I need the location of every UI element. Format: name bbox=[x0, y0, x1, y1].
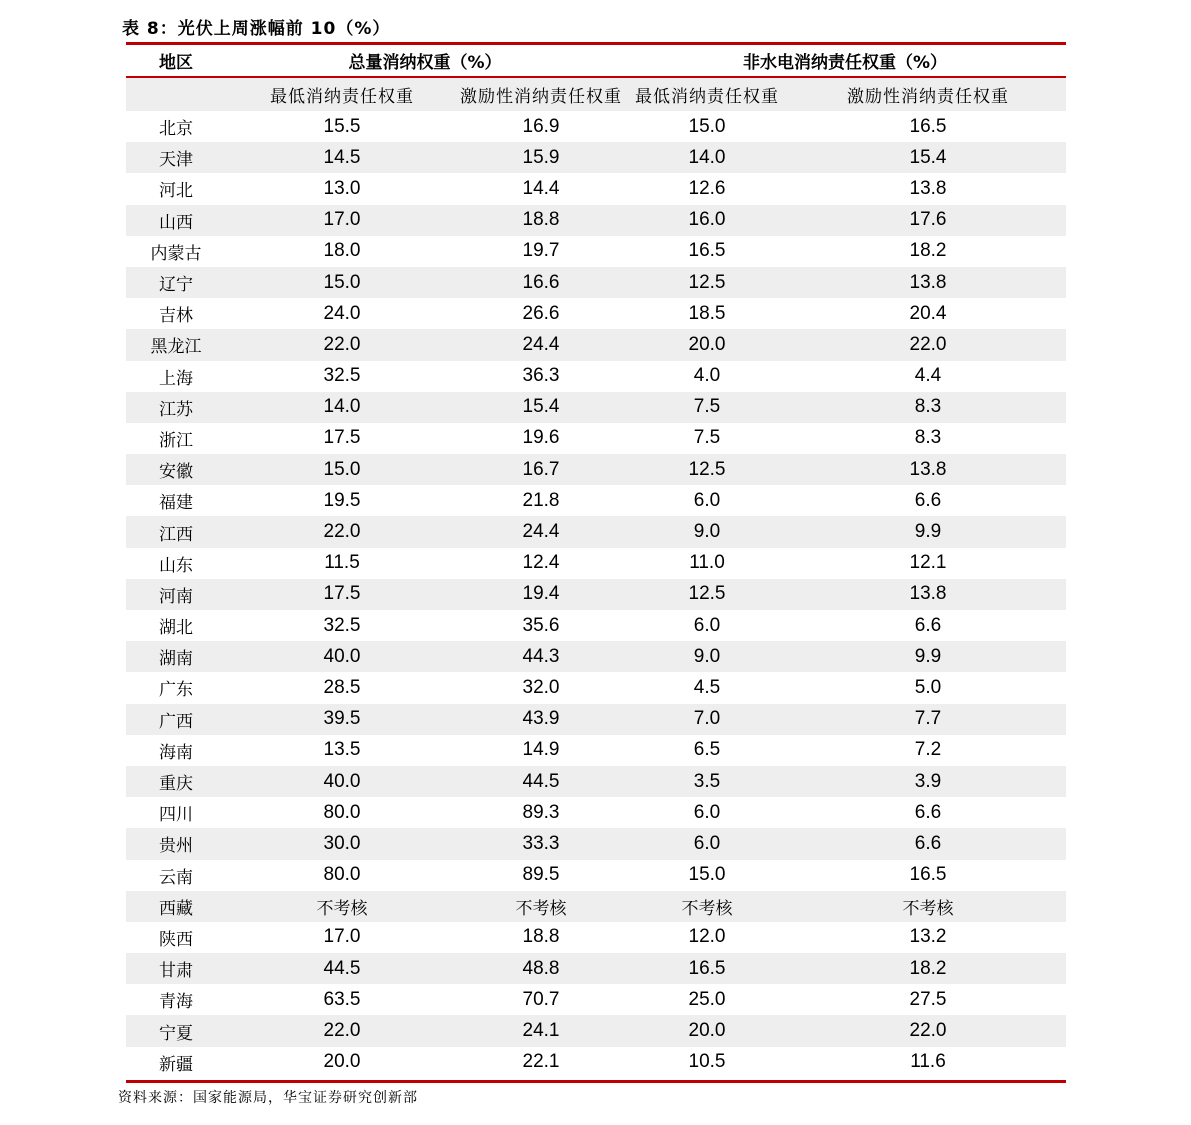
value-cell: 12.5 bbox=[688, 271, 726, 293]
region-cell: 福建 bbox=[159, 493, 193, 514]
header-sub-1: 最低消纳责任权重 bbox=[270, 87, 414, 107]
value-cell: 12.5 bbox=[688, 458, 726, 480]
table-row bbox=[126, 610, 1066, 641]
table-body bbox=[126, 111, 1066, 1078]
value-cell: 13.5 bbox=[323, 739, 361, 761]
table-row bbox=[126, 173, 1066, 204]
value-cell: 24.1 bbox=[522, 1020, 560, 1042]
region-cell: 江苏 bbox=[159, 399, 193, 420]
table-row bbox=[126, 454, 1066, 485]
value-cell: 33.3 bbox=[522, 832, 560, 854]
region-cell: 青海 bbox=[159, 992, 193, 1013]
table-row bbox=[126, 984, 1066, 1015]
region-cell: 四川 bbox=[159, 805, 193, 826]
value-cell: 9.9 bbox=[914, 521, 942, 543]
value-cell: 12.6 bbox=[688, 177, 726, 199]
value-cell: 22.0 bbox=[323, 1020, 361, 1042]
value-cell: 43.9 bbox=[522, 708, 560, 730]
value-cell: 18.8 bbox=[522, 926, 560, 948]
table-row bbox=[126, 922, 1066, 953]
value-cell: 10.5 bbox=[688, 1051, 726, 1073]
header-sub-3: 最低消纳责任权重 bbox=[635, 87, 779, 107]
region-cell: 江西 bbox=[159, 524, 193, 545]
value-cell: 16.5 bbox=[688, 240, 726, 262]
value-cell: 7.2 bbox=[914, 739, 942, 761]
value-cell: 70.7 bbox=[522, 988, 560, 1010]
value-cell: 6.0 bbox=[693, 832, 721, 854]
header-row-1 bbox=[126, 45, 1066, 76]
value-cell: 16.7 bbox=[522, 458, 560, 480]
value-cell: 19.6 bbox=[522, 427, 560, 449]
data-table bbox=[126, 42, 1066, 1083]
value-cell: 15.0 bbox=[688, 115, 726, 137]
value-cell: 6.6 bbox=[914, 801, 942, 823]
value-cell: 36.3 bbox=[522, 365, 560, 387]
value-cell: 20.0 bbox=[688, 1020, 726, 1042]
value-cell: 22.0 bbox=[323, 333, 361, 355]
table-row bbox=[126, 1015, 1066, 1046]
value-cell: 24.4 bbox=[522, 521, 560, 543]
value-cell: 40.0 bbox=[323, 645, 361, 667]
region-cell: 河南 bbox=[159, 586, 193, 607]
table-row bbox=[126, 485, 1066, 516]
value-cell: 不考核 bbox=[316, 898, 368, 919]
region-cell: 吉林 bbox=[159, 306, 193, 327]
value-cell: 5.0 bbox=[914, 676, 942, 698]
value-cell: 20.0 bbox=[323, 1051, 361, 1073]
value-cell: 18.2 bbox=[909, 240, 947, 262]
region-cell: 黑龙江 bbox=[150, 337, 202, 358]
value-cell: 25.0 bbox=[688, 988, 726, 1010]
source-note: 资料来源：国家能源局，华宝证券研究创新部 bbox=[118, 1090, 418, 1106]
value-cell: 4.5 bbox=[693, 676, 721, 698]
value-cell: 15.4 bbox=[909, 146, 947, 168]
value-cell: 17.0 bbox=[323, 926, 361, 948]
value-cell: 15.0 bbox=[688, 864, 726, 886]
value-cell: 15.0 bbox=[323, 458, 361, 480]
value-cell: 16.0 bbox=[688, 209, 726, 231]
value-cell: 15.0 bbox=[323, 271, 361, 293]
value-cell: 20.4 bbox=[909, 302, 947, 324]
value-cell: 8.3 bbox=[914, 427, 942, 449]
table-row bbox=[126, 641, 1066, 672]
value-cell: 3.5 bbox=[693, 770, 721, 792]
value-cell: 19.4 bbox=[522, 583, 560, 605]
value-cell: 14.9 bbox=[522, 739, 560, 761]
region-cell: 宁夏 bbox=[159, 1023, 193, 1044]
value-cell: 80.0 bbox=[323, 864, 361, 886]
value-cell: 28.5 bbox=[323, 676, 361, 698]
region-cell: 山西 bbox=[159, 212, 193, 233]
value-cell: 6.5 bbox=[693, 739, 721, 761]
table-row bbox=[126, 361, 1066, 392]
table-row bbox=[126, 860, 1066, 891]
value-cell: 32.5 bbox=[323, 365, 361, 387]
value-cell: 80.0 bbox=[323, 801, 361, 823]
value-cell: 4.4 bbox=[914, 365, 942, 387]
value-cell: 16.5 bbox=[909, 115, 947, 137]
value-cell: 15.5 bbox=[323, 115, 361, 137]
value-cell: 12.0 bbox=[688, 926, 726, 948]
table-row bbox=[126, 548, 1066, 579]
value-cell: 9.0 bbox=[693, 645, 721, 667]
value-cell: 22.0 bbox=[909, 333, 947, 355]
value-cell: 22.0 bbox=[909, 1020, 947, 1042]
table-row bbox=[126, 953, 1066, 984]
value-cell: 18.8 bbox=[522, 209, 560, 231]
value-cell: 6.0 bbox=[693, 489, 721, 511]
table-row bbox=[126, 298, 1066, 329]
value-cell: 35.6 bbox=[522, 614, 560, 636]
header-sub-4: 激励性消纳责任权重 bbox=[847, 87, 1009, 107]
value-cell: 14.0 bbox=[323, 396, 361, 418]
header-row-2 bbox=[126, 78, 1066, 111]
table-row bbox=[126, 111, 1066, 142]
value-cell: 16.5 bbox=[688, 957, 726, 979]
value-cell: 32.0 bbox=[522, 676, 560, 698]
value-cell: 89.3 bbox=[522, 801, 560, 823]
table-row bbox=[126, 329, 1066, 360]
table-row bbox=[126, 267, 1066, 298]
value-cell: 13.8 bbox=[909, 271, 947, 293]
table-row bbox=[126, 672, 1066, 703]
value-cell: 6.6 bbox=[914, 832, 942, 854]
value-cell: 13.2 bbox=[909, 926, 947, 948]
region-cell: 贵州 bbox=[159, 836, 193, 857]
table-row bbox=[126, 579, 1066, 610]
value-cell: 16.6 bbox=[522, 271, 560, 293]
value-cell: 32.5 bbox=[323, 614, 361, 636]
region-cell: 广西 bbox=[159, 711, 193, 732]
header-group-total: 总量消纳权重（%） bbox=[348, 53, 502, 73]
value-cell: 6.0 bbox=[693, 801, 721, 823]
value-cell: 7.0 bbox=[693, 708, 721, 730]
value-cell: 17.5 bbox=[323, 583, 361, 605]
table-row bbox=[126, 1047, 1066, 1078]
value-cell: 27.5 bbox=[909, 988, 947, 1010]
value-cell: 6.0 bbox=[693, 614, 721, 636]
region-cell: 河北 bbox=[159, 181, 193, 202]
value-cell: 18.0 bbox=[323, 240, 361, 262]
value-cell: 18.2 bbox=[909, 957, 947, 979]
value-cell: 13.8 bbox=[909, 177, 947, 199]
value-cell: 18.5 bbox=[688, 302, 726, 324]
value-cell: 89.5 bbox=[522, 864, 560, 886]
value-cell: 40.0 bbox=[323, 770, 361, 792]
region-cell: 甘肃 bbox=[159, 961, 193, 982]
region-cell: 陕西 bbox=[159, 929, 193, 950]
region-cell: 内蒙古 bbox=[150, 243, 202, 264]
region-cell: 新疆 bbox=[159, 1054, 193, 1075]
region-cell: 湖北 bbox=[159, 618, 193, 639]
region-cell: 北京 bbox=[159, 119, 193, 140]
region-cell: 山东 bbox=[159, 555, 193, 576]
value-cell: 24.4 bbox=[522, 333, 560, 355]
value-cell: 不考核 bbox=[681, 898, 733, 919]
value-cell: 12.5 bbox=[688, 583, 726, 605]
value-cell: 19.5 bbox=[323, 489, 361, 511]
region-cell: 云南 bbox=[159, 867, 193, 888]
table-row bbox=[126, 392, 1066, 423]
value-cell: 63.5 bbox=[323, 988, 361, 1010]
table-title: 表 8：光伏上周涨幅前 10（%） bbox=[122, 19, 391, 39]
value-cell: 6.6 bbox=[914, 489, 942, 511]
value-cell: 7.5 bbox=[693, 396, 721, 418]
region-cell: 天津 bbox=[159, 150, 193, 171]
value-cell: 13.8 bbox=[909, 458, 947, 480]
value-cell: 39.5 bbox=[323, 708, 361, 730]
value-cell: 不考核 bbox=[902, 898, 954, 919]
value-cell: 9.0 bbox=[693, 521, 721, 543]
value-cell: 4.0 bbox=[693, 365, 721, 387]
value-cell: 13.8 bbox=[909, 583, 947, 605]
table-row bbox=[126, 236, 1066, 267]
table-row bbox=[126, 735, 1066, 766]
region-cell: 上海 bbox=[159, 368, 193, 389]
region-cell: 海南 bbox=[159, 742, 193, 763]
value-cell: 16.9 bbox=[522, 115, 560, 137]
value-cell: 20.0 bbox=[688, 333, 726, 355]
value-cell: 24.0 bbox=[323, 302, 361, 324]
header-group-nonhydro: 非水电消纳责任权重（%） bbox=[742, 53, 948, 73]
value-cell: 15.4 bbox=[522, 396, 560, 418]
value-cell: 30.0 bbox=[323, 832, 361, 854]
value-cell: 8.3 bbox=[914, 396, 942, 418]
table-row bbox=[126, 423, 1066, 454]
value-cell: 21.8 bbox=[522, 489, 560, 511]
table-row bbox=[126, 205, 1066, 236]
bottom-rule bbox=[126, 1080, 1066, 1083]
table-row bbox=[126, 891, 1066, 922]
value-cell: 13.0 bbox=[323, 177, 361, 199]
value-cell: 44.3 bbox=[522, 645, 560, 667]
value-cell: 14.4 bbox=[522, 177, 560, 199]
value-cell: 14.0 bbox=[688, 146, 726, 168]
region-cell: 湖南 bbox=[159, 649, 193, 670]
value-cell: 12.4 bbox=[522, 552, 560, 574]
value-cell: 22.0 bbox=[323, 521, 361, 543]
table-row bbox=[126, 797, 1066, 828]
value-cell: 22.1 bbox=[522, 1051, 560, 1073]
table-row bbox=[126, 516, 1066, 547]
region-cell: 安徽 bbox=[159, 462, 193, 483]
table-row bbox=[126, 142, 1066, 173]
value-cell: 9.9 bbox=[914, 645, 942, 667]
value-cell: 44.5 bbox=[323, 957, 361, 979]
value-cell: 12.1 bbox=[909, 552, 947, 574]
region-cell: 重庆 bbox=[159, 774, 193, 795]
header-region: 地区 bbox=[159, 53, 193, 73]
value-cell: 11.5 bbox=[324, 552, 360, 574]
value-cell: 7.5 bbox=[693, 427, 721, 449]
region-cell: 广东 bbox=[159, 680, 193, 701]
table-row bbox=[126, 704, 1066, 735]
table-row bbox=[126, 766, 1066, 797]
region-cell: 辽宁 bbox=[159, 275, 193, 296]
value-cell: 17.0 bbox=[323, 209, 361, 231]
value-cell: 19.7 bbox=[522, 240, 560, 262]
value-cell: 17.5 bbox=[323, 427, 361, 449]
value-cell: 3.9 bbox=[914, 770, 942, 792]
region-cell: 西藏 bbox=[159, 898, 193, 919]
header-sub-2: 激励性消纳责任权重 bbox=[460, 87, 622, 107]
value-cell: 14.5 bbox=[323, 146, 361, 168]
value-cell: 48.8 bbox=[522, 957, 560, 979]
value-cell: 11.6 bbox=[910, 1051, 946, 1073]
value-cell: 7.7 bbox=[914, 708, 942, 730]
region-cell: 浙江 bbox=[159, 430, 193, 451]
value-cell: 16.5 bbox=[909, 864, 947, 886]
value-cell: 44.5 bbox=[522, 770, 560, 792]
value-cell: 26.6 bbox=[522, 302, 560, 324]
table-row bbox=[126, 828, 1066, 859]
value-cell: 15.9 bbox=[522, 146, 560, 168]
value-cell: 6.6 bbox=[914, 614, 942, 636]
value-cell: 17.6 bbox=[909, 209, 947, 231]
value-cell: 11.0 bbox=[689, 552, 725, 574]
value-cell: 不考核 bbox=[515, 898, 567, 919]
